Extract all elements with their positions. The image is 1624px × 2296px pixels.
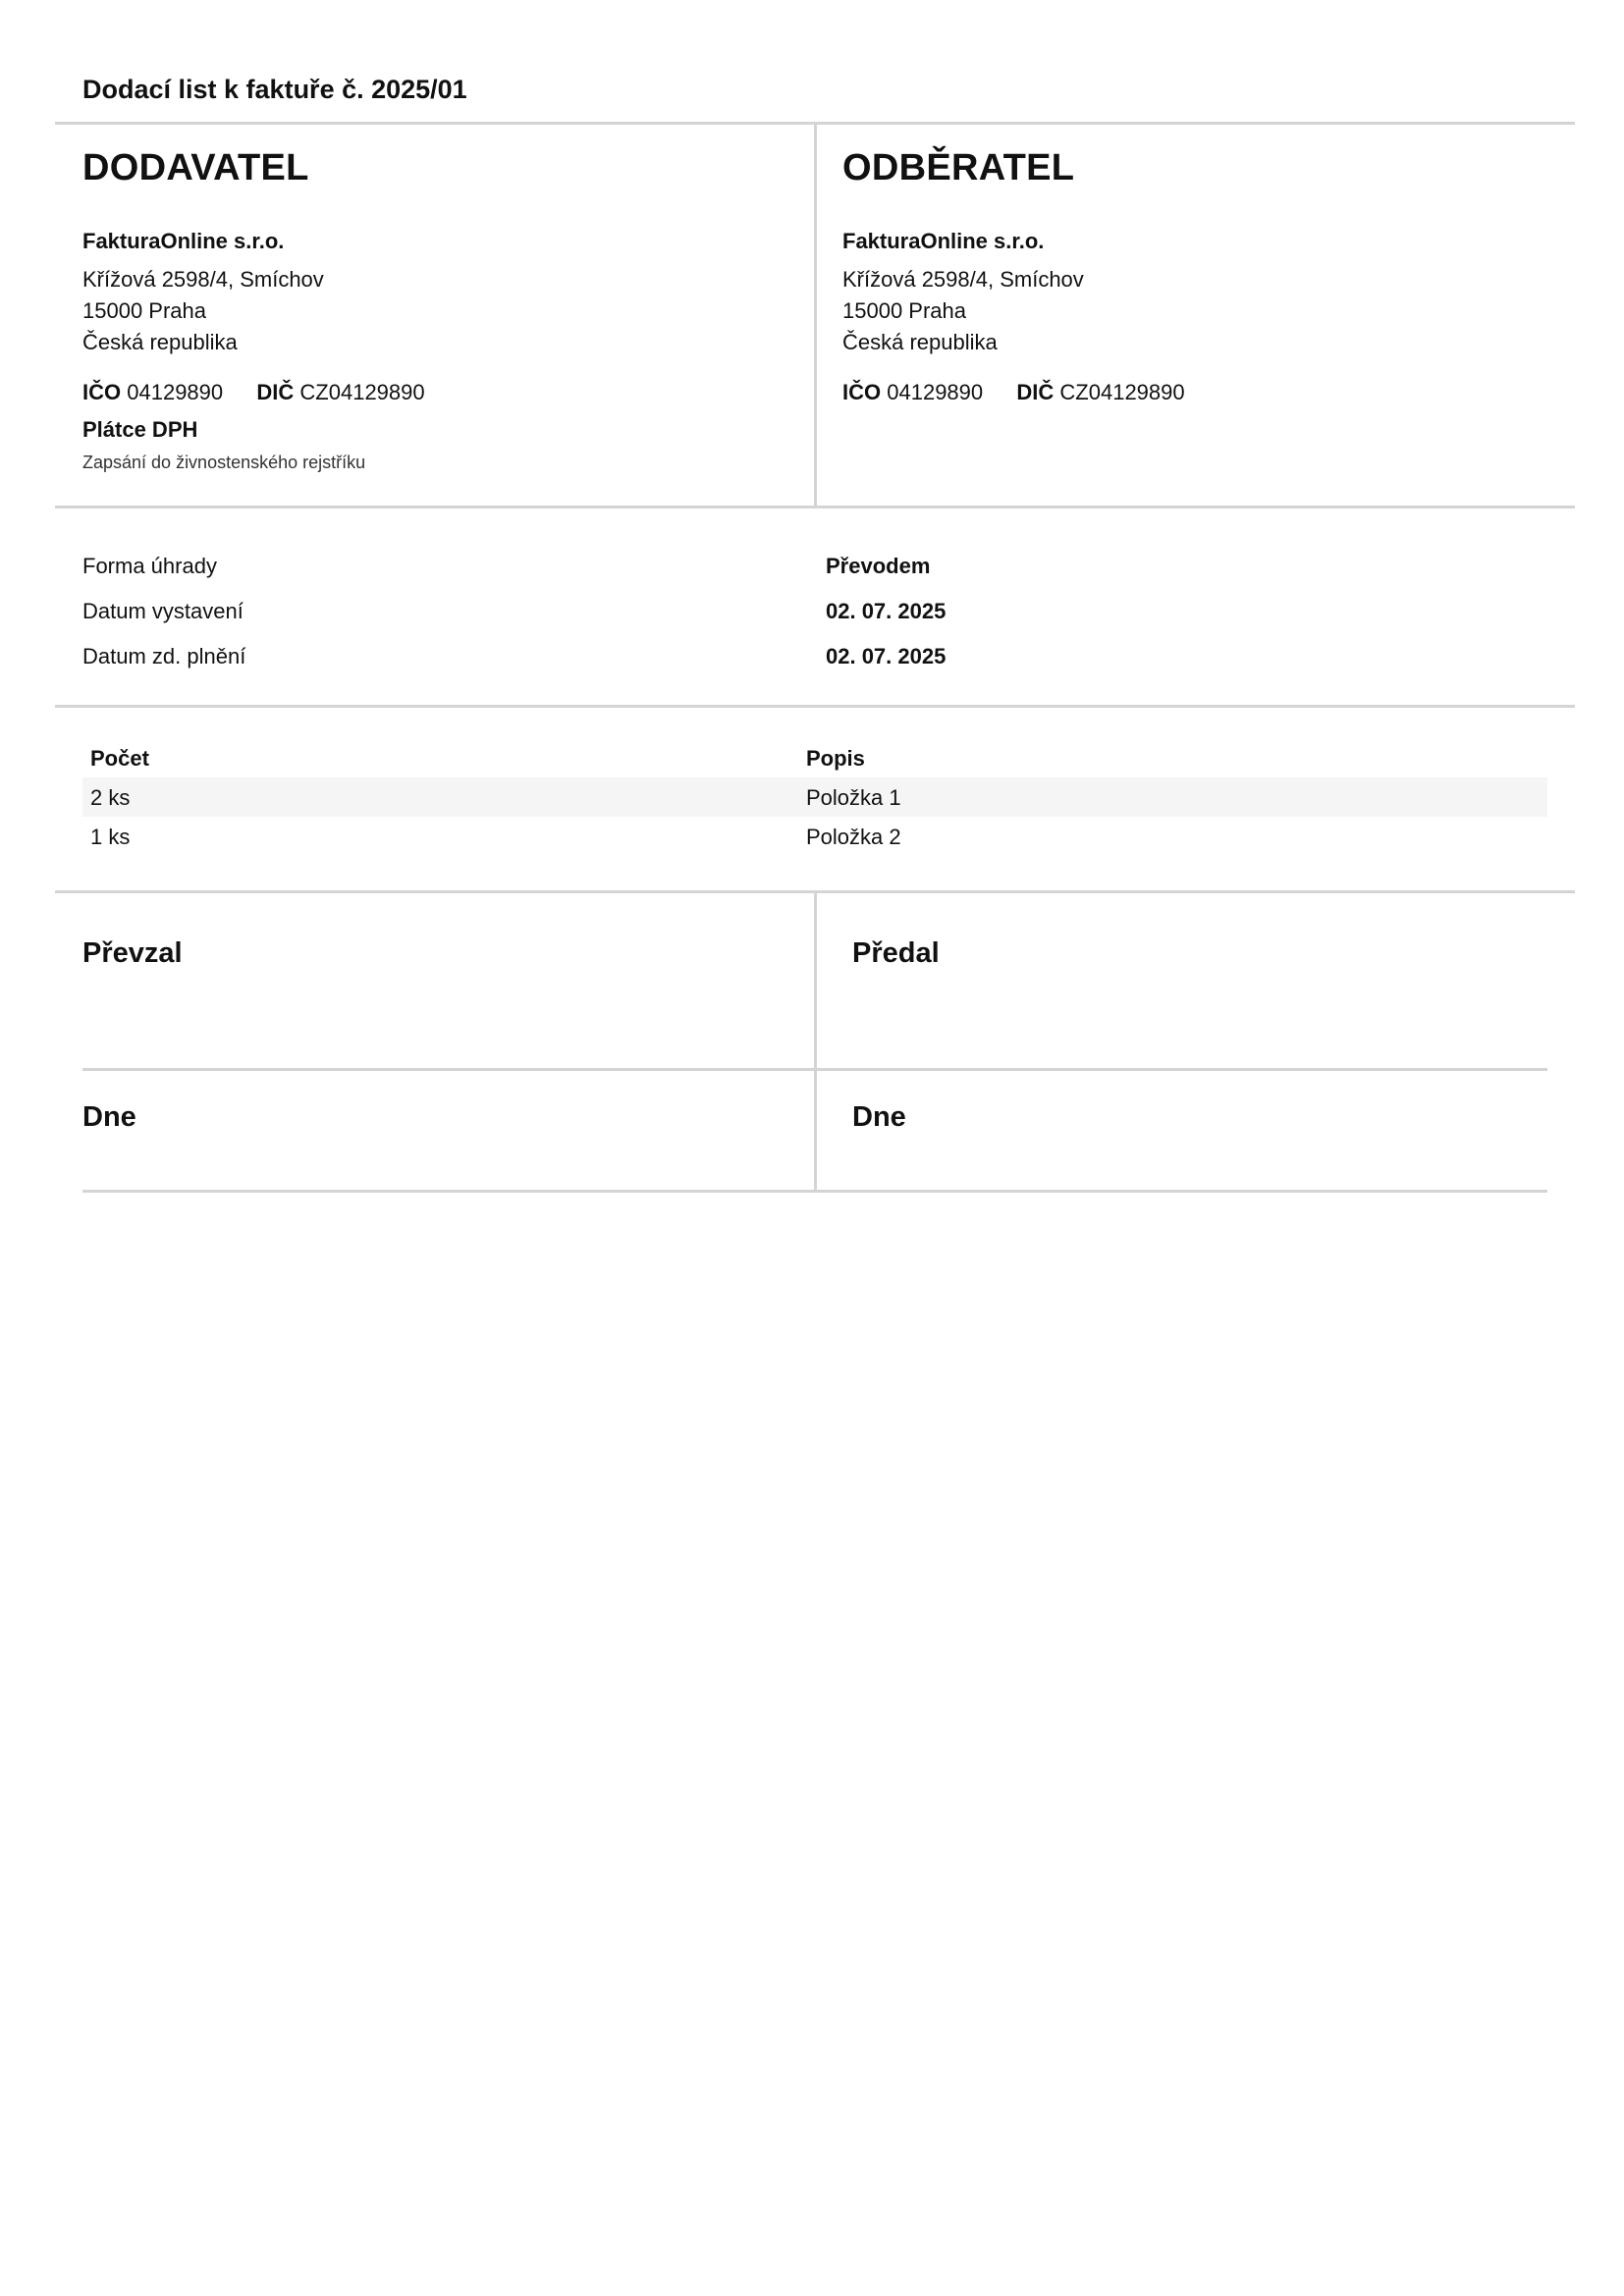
items-header-quantity: Počet <box>90 746 149 771</box>
detail-value: 02. 07. 2025 <box>826 599 947 623</box>
divider-signature-middle <box>82 1068 1547 1071</box>
supplier-dic-label: DIČ <box>256 380 295 404</box>
supplier-vat-status: Plátce DPH <box>82 417 198 442</box>
customer-name: FakturaOnline s.r.o. <box>842 229 1045 253</box>
table-row <box>82 817 1547 856</box>
divider-after-parties <box>55 506 1575 508</box>
divider-parties-vertical <box>814 124 817 507</box>
item-quantity: 1 ks <box>90 825 131 849</box>
document-title: Dodací list k faktuře č. 2025/01 <box>82 75 467 104</box>
supplier-address <box>82 264 770 358</box>
detail-value: Převodem <box>826 554 931 578</box>
divider-signature-bottom <box>82 1190 1547 1193</box>
customer-dic: CZ04129890 <box>1059 380 1185 404</box>
detail-label: Forma úhrady <box>82 554 217 578</box>
supplier-address-city: 15000 Praha <box>82 298 206 323</box>
item-description: Položka 1 <box>806 785 901 810</box>
detail-label: Datum zd. plnění <box>82 644 246 668</box>
customer-block <box>842 147 1530 405</box>
supplier-block <box>82 147 770 473</box>
item-description: Položka 2 <box>806 825 901 849</box>
detail-row-tax-date <box>82 644 1555 689</box>
customer-address <box>842 264 1530 358</box>
customer-dic-label: DIČ <box>1016 380 1055 404</box>
customer-heading: ODBĚRATEL <box>842 147 1075 188</box>
date-right-label: Dne <box>852 1101 906 1133</box>
customer-ico-label: IČO <box>842 380 882 404</box>
supplier-heading: DODAVATEL <box>82 147 309 188</box>
customer-ids <box>842 380 1530 405</box>
item-quantity: 2 ks <box>90 785 131 810</box>
supplier-ico: 04129890 <box>127 380 224 404</box>
customer-ico: 04129890 <box>887 380 984 404</box>
supplier-name: FakturaOnline s.r.o. <box>82 229 285 253</box>
supplier-dic: CZ04129890 <box>299 380 425 404</box>
items-table <box>82 738 1547 856</box>
detail-label: Datum vystavení <box>82 599 244 623</box>
supplier-registry: Zapsání do živnostenského rejstříku <box>82 453 366 472</box>
detail-row-payment <box>82 554 1555 599</box>
supplier-ids <box>82 380 770 405</box>
items-header-description: Popis <box>806 746 865 771</box>
customer-address-city: 15000 Praha <box>842 298 966 323</box>
divider-after-details <box>55 705 1575 708</box>
supplier-address-country: Česká republika <box>82 330 238 354</box>
handed-label: Předal <box>852 937 940 969</box>
table-row <box>82 777 1547 817</box>
supplier-address-street: Křížová 2598/4, Smíchov <box>82 267 324 292</box>
customer-address-street: Křížová 2598/4, Smíchov <box>842 267 1084 292</box>
received-label: Převzal <box>82 937 183 969</box>
customer-address-country: Česká republika <box>842 330 998 354</box>
items-header-row <box>82 738 1547 777</box>
divider-signatures-vertical <box>814 892 817 1192</box>
detail-row-issue-date <box>82 599 1555 644</box>
detail-value: 02. 07. 2025 <box>826 644 947 668</box>
supplier-ico-label: IČO <box>82 380 122 404</box>
date-left-label: Dne <box>82 1101 136 1133</box>
